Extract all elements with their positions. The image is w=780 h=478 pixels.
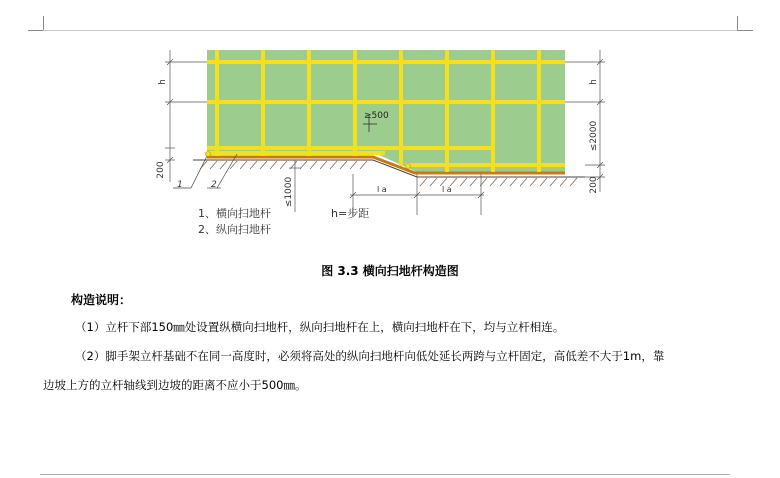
crop-mark-top-right-h: [737, 30, 753, 31]
longitudinal-sweeping-pole-marker: [406, 164, 411, 169]
dim-la-1: l a: [377, 185, 387, 194]
dim-500: ≥500: [364, 111, 389, 121]
crop-mark-top-right-v: [737, 16, 738, 31]
paragraph-2-continued: 边坡上方的立杆轴线到边坡的距离不应小于500㎜。: [43, 378, 307, 392]
legend-item-1: 1、横向扫地杆: [198, 207, 271, 220]
crop-mark-top-left-v: [43, 16, 44, 31]
crop-mark-top-left-h: [28, 30, 44, 31]
legend-step-height: h=步距: [331, 207, 370, 220]
page-bottom-rule: [40, 474, 730, 475]
figure-caption: 图 3.3 横向扫地杆构造图: [321, 264, 459, 278]
dim-la-2: l a: [442, 185, 452, 194]
scaffold-diagram: [145, 40, 625, 250]
callout-2: 2: [211, 180, 217, 190]
callout-1: 1: [177, 180, 183, 190]
dim-h-left: h: [158, 79, 168, 85]
paragraph-2: （2）脚手架立杆基础不在同一高度时，必须将高处的纵向扫地杆向低处延长两跨与立杆固定，高低差不大于1m，靠: [75, 349, 665, 363]
legend-item-2: 2、纵向扫地杆: [198, 223, 271, 236]
section-heading: 构造说明：: [71, 293, 132, 307]
dim-la-lines: [350, 174, 484, 215]
left-dimension-chain: [165, 50, 207, 182]
transverse-sweeping-pole-marker: [206, 152, 211, 157]
dim-2000-right: ≤2000: [589, 120, 599, 152]
page-top-rule: [43, 30, 737, 31]
paragraph-1: （1）立杆下部150㎜处设置纵横向扫地杆，纵向扫地杆在上，横向扫地杆在下，均与立杆相连。: [75, 320, 565, 334]
dim-h-right: h: [589, 79, 599, 85]
right-dimension-chain: [565, 50, 605, 192]
dim-1000: ≤1000: [284, 176, 294, 208]
dim-200-right: 200: [589, 176, 599, 194]
dim-200-left: 200: [156, 161, 166, 179]
